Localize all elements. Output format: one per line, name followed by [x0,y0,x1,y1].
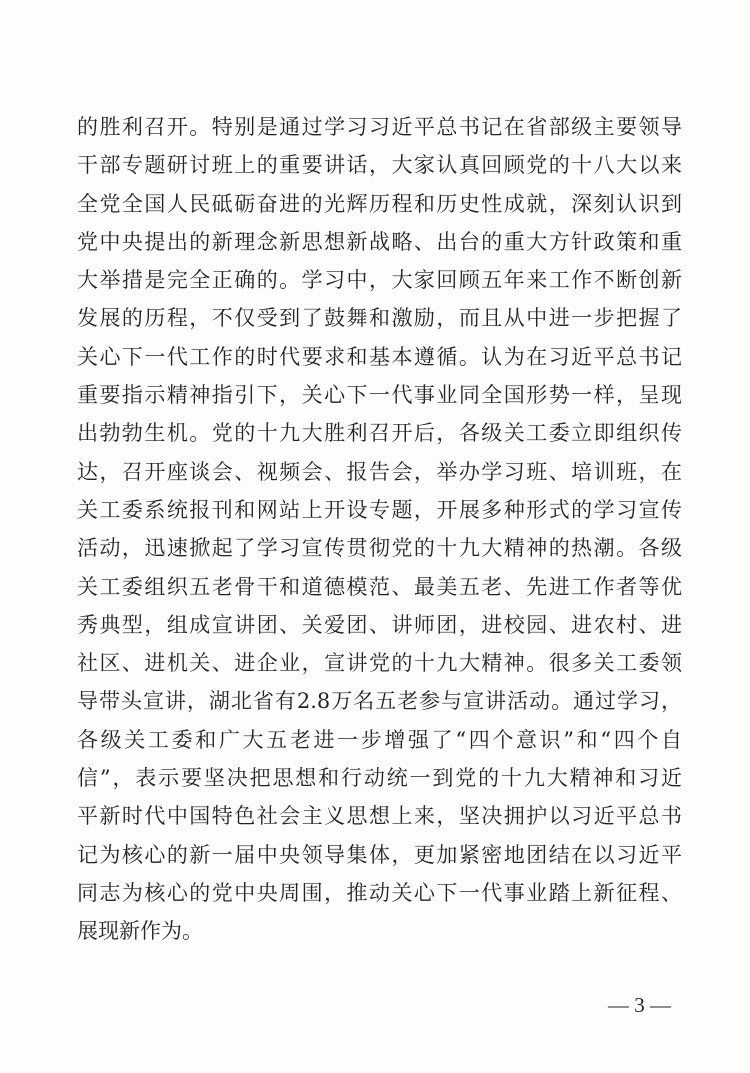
text-line: 展现新作为。 [77,919,203,944]
text-line: 记为核心的新一届中央领导集体，更加紧密地团结在以习近平 [77,842,682,867]
text-line: 重要指示精神指引下，关心下一代事业同全国形势一样，呈现 [77,383,682,408]
text-line: 关心下一代工作的时代要求和基本遵循。认为在习近平总书记 [77,344,682,369]
text-line: 关工委系统报刊和网站上开设专题，开展多种形式的学习宣传 [77,497,682,522]
text-line: 关工委组织五老骨干和道德模范、最美五老、先进工作者等优 [77,574,682,599]
text-line: 干部专题研讨班上的重要讲话，大家认真回顾党的十八大以来 [77,153,682,178]
text-line: 大举措是完全正确的。学习中，大家回顾五年来工作不断创新 [77,268,682,293]
text-line: 各级关工委和广大五老进一步增强了“四个意识”和“四个自 [77,727,682,752]
text-line: 出勃勃生机。党的十九大胜利召开后，各级关工委立即组织传 [77,421,682,446]
text-line: 全党全国人民砥砺奋进的光辉历程和历史性成就，深刻认识到 [77,191,682,216]
text-line: 活动，迅速掀起了学习宣传贯彻党的十九大精神的热潮。各级 [77,536,682,561]
text-line: 的胜利召开。特别是通过学习习近平总书记在省部级主要领导 [77,115,682,139]
text-line: 发展的历程，不仅受到了鼓舞和激励，而且从中进一步把握了 [77,306,682,331]
text-line: 党中央提出的新理念新思想新战略、出台的重大方针政策和重 [77,229,682,254]
text-line: 达，召开座谈会、视频会、报告会，举办学习班、培训班，在 [77,459,682,484]
text-line: 信”，表示要坚决把思想和行动统一到党的十九大精神和习近 [77,766,682,791]
body-paragraph [77,108,682,951]
text-line: 社区、进机关、进企业，宣讲党的十九大精神。很多关工委领 [77,651,682,676]
text-line: 平新时代中国特色社会主义思想上来，坚决拥护以习近平总书 [77,804,682,829]
page-number: — 3 — [608,993,671,1017]
text-line: 导带头宣讲，湖北省有2.8万名五老参与宣讲活动。通过学习， [77,689,682,714]
text-line: 秀典型，组成宣讲团、关爱团、讲师团，进校园、进农村、进 [77,612,682,637]
text-line: 同志为核心的党中央周围，推动关心下一代事业踏上新征程、 [77,880,682,905]
